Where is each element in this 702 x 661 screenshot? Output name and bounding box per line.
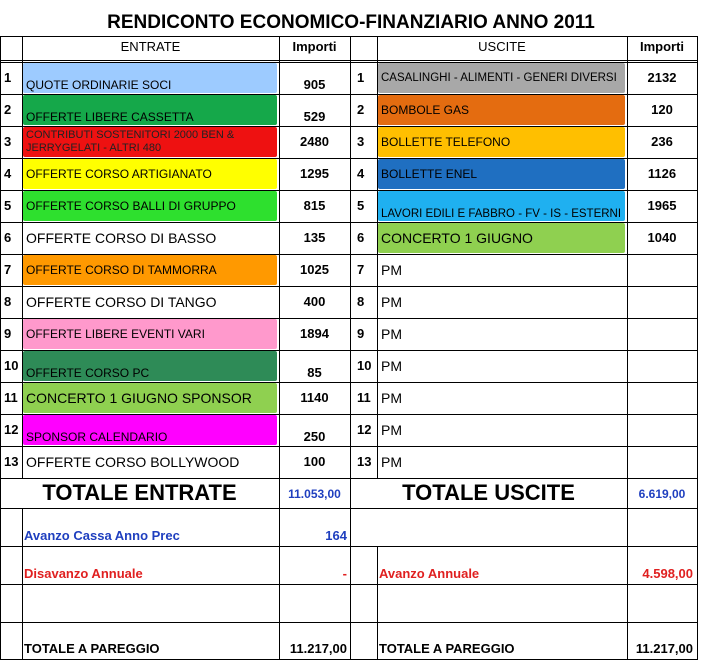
grid-line [0,36,698,37]
totale-uscite-value: 6.619,00 [638,487,686,501]
grid-line [279,478,280,508]
uscita-text: BOLLETTE TELEFONO [381,135,511,149]
grid-line [0,158,698,159]
entrata-label [23,287,277,317]
grid-line [350,508,351,660]
pareggio-right-value: 11.217,00 [635,641,693,656]
entrata-label [23,223,277,253]
totale-uscite-label: TOTALE USCITE [402,480,575,505]
avanzo-label: Avanzo Annuale [379,566,480,581]
avanzo-value: 4.598,00 [642,566,693,581]
entrata-text: OFFERTE CORSO BOLLYWOOD [26,454,240,470]
uscita-text: PM [381,422,402,438]
uscita-importo [627,382,697,414]
disavanzo-value: - [342,566,347,581]
grid-line [0,62,698,63]
grid-line [279,508,280,660]
entrata-text: OFFERTE CORSO BALLI DI GRUPPO [26,199,236,213]
uscita-label [378,191,625,221]
grid-line [627,508,628,660]
entrata-text: OFFERTE LIBERE CASSETTA [26,110,194,124]
grid-line [0,508,698,509]
uscita-text: BOMBOLE GAS [381,103,470,117]
uscita-number: 11 [357,390,371,405]
entrata-importo: 1025 [300,262,329,277]
row-number: 12 [4,422,19,437]
grid-line [697,36,698,478]
entrata-importo: 1894 [300,326,329,341]
uscita-text: LAVORI EDILI E FABBRO - FV - IS - ESTERNI [381,208,622,220]
uscita-text: PM [381,358,402,374]
row-number: 3 [4,134,12,149]
uscita-label [378,95,625,125]
totale-entrate-label: TOTALE ENTRATE [42,480,237,505]
pareggio-left-label: TOTALE A PAREGGIO [24,641,160,656]
grid-line [0,36,1,478]
grid-line [22,36,23,478]
uscita-text: PM [381,454,402,470]
grid-line [0,584,698,585]
entrata-text: OFFERTE CORSO ARTIGIANATO [26,167,212,181]
row-number: 13 [4,454,19,469]
grid-line [279,36,280,478]
pareggio-right-label: TOTALE A PAREGGIO [379,641,515,656]
uscita-label [378,255,625,285]
grid-line [0,414,698,415]
uscita-text: PM [381,262,402,278]
uscita-label [378,447,625,477]
grid-line [0,350,698,351]
disavanzo-label: Disavanzo Annuale [24,566,143,581]
uscita-text: CONCERTO 1 GIUGNO [381,230,533,246]
uscita-importo: 1965 [647,198,677,213]
row-number: 5 [4,198,12,213]
entrata-label [23,95,277,125]
entrata-text: OFFERTE CORSO DI BASSO [26,230,217,246]
grid-line [0,546,698,547]
grid-line [0,254,698,255]
grid-line [350,36,351,478]
entrata-text: CONCERTO 1 GIUGNO SPONSOR [26,390,252,406]
entrata-label [23,319,277,349]
row-number: 4 [4,166,12,181]
grid-line [627,478,628,508]
uscita-number: 12 [357,422,372,437]
entrata-importo: 529 [303,109,326,124]
uscita-label [378,415,625,445]
uscita-number: 1 [357,70,365,85]
entrata-importo: 100 [303,454,326,469]
uscita-importo [627,286,697,318]
uscita-number: 8 [357,294,365,309]
uscita-text: PM [381,294,402,310]
uscita-importo [627,414,697,446]
entrata-label [23,191,277,221]
uscita-text: CASALINGHI - ALIMENTI - GENERI DIVERSI [381,72,617,84]
header-importi-entrate: Importi [292,39,337,54]
grid-line [0,222,698,223]
uscita-importo: 2132 [647,70,677,85]
uscita-number: 2 [357,102,365,117]
row-number: 10 [4,358,19,373]
entrata-label [23,351,277,381]
sheet-title: RENDICONTO ECONOMICO-FINANZIARIO ANNO 2011 [107,12,595,33]
entrata-importo: 135 [303,230,326,245]
entrata-text: OFFERTE LIBERE EVENTI VARI [26,327,205,341]
grid-line [0,94,698,95]
uscita-number: 3 [357,134,365,149]
grid-line [0,446,698,447]
entrata-importo: 905 [303,77,326,92]
uscita-importo [627,446,697,478]
uscita-importo: 1126 [647,166,677,181]
entrata-text: OFFERTE CORSO DI TANGO [26,294,217,310]
uscita-label [378,63,625,93]
entrata-text: QUOTE ORDINARIE SOCI [26,78,172,92]
grid-line [697,478,698,508]
uscita-importo: 120 [651,102,673,117]
grid-line [697,508,698,660]
uscita-label [378,319,625,349]
uscita-label [378,383,625,413]
uscita-label [378,287,625,317]
entrata-importo: 85 [307,365,322,380]
row-number: 1 [4,70,12,85]
uscita-number: 10 [357,358,372,373]
uscita-importo [627,254,697,286]
uscita-label [378,351,625,381]
grid-line [0,478,1,508]
grid-line [0,60,698,61]
row-number: 6 [4,230,12,245]
entrata-importo: 400 [303,294,326,309]
entrata-label [23,63,277,93]
uscita-label [378,223,625,253]
uscita-text: PM [381,390,402,406]
uscita-importo [627,318,697,350]
entrata-importo: 1295 [300,166,329,181]
row-number: 7 [4,262,12,277]
uscita-importo [627,350,697,382]
header-entrate: ENTRATE [120,39,181,54]
uscita-number: 13 [357,454,372,469]
row-number: 2 [4,102,12,117]
entrata-label [23,159,277,189]
grid-line [627,36,628,478]
entrata-label [23,127,277,157]
grid-line [350,478,351,508]
entrata-importo: 815 [303,198,326,213]
uscita-importo: 236 [651,134,673,149]
uscita-label [378,159,625,189]
uscita-number: 6 [357,230,365,245]
entrata-label [23,447,277,477]
grid-line [0,659,698,660]
entrata-text: CONTRIBUTI SOSTENITORI 2000 BEN & JERRYGELATI - ALTRI 480 [26,129,235,154]
grid-line [22,508,23,660]
pareggio-left-value: 11.217,00 [289,641,347,656]
uscita-label [378,127,625,157]
header-uscite: USCITE [478,39,526,54]
entrata-importo: 2480 [300,134,329,149]
entrata-label [23,383,277,413]
uscita-number: 9 [357,326,365,341]
entrata-label [23,255,277,285]
grid-line [0,190,698,191]
grid-line [0,286,698,287]
uscita-number: 4 [357,166,365,181]
grid-line [0,478,698,479]
entrata-text: OFFERTE CORSO DI TAMMORRA [26,263,217,277]
uscita-number: 7 [357,262,365,277]
grid-line [0,126,698,127]
header-importi-uscite: Importi [639,39,685,54]
grid-line [377,36,378,478]
entrata-label [23,415,277,445]
uscita-text: PM [381,326,402,342]
grid-line [0,382,698,383]
entrata-importo: 1140 [300,390,329,405]
row-number: 8 [4,294,12,309]
entrata-text: OFFERTE CORSO PC [26,366,150,380]
avanzo-prec-value: 164 [325,528,347,543]
uscita-importo: 1040 [647,230,677,245]
entrata-text: SPONSOR CALENDARIO [26,430,168,444]
grid-line [377,546,378,660]
row-number: 9 [4,326,12,341]
avanzo-prec-label: Avanzo Cassa Anno Prec [24,528,180,543]
grid-line [0,622,698,623]
grid-line [0,508,1,660]
uscita-text: BOLLETTE ENEL [381,167,478,181]
uscita-number: 5 [357,198,365,213]
totale-entrate-value: 11.053,00 [288,487,341,501]
grid-line [0,318,698,319]
row-number: 11 [4,390,18,405]
entrata-importo: 250 [303,429,326,444]
